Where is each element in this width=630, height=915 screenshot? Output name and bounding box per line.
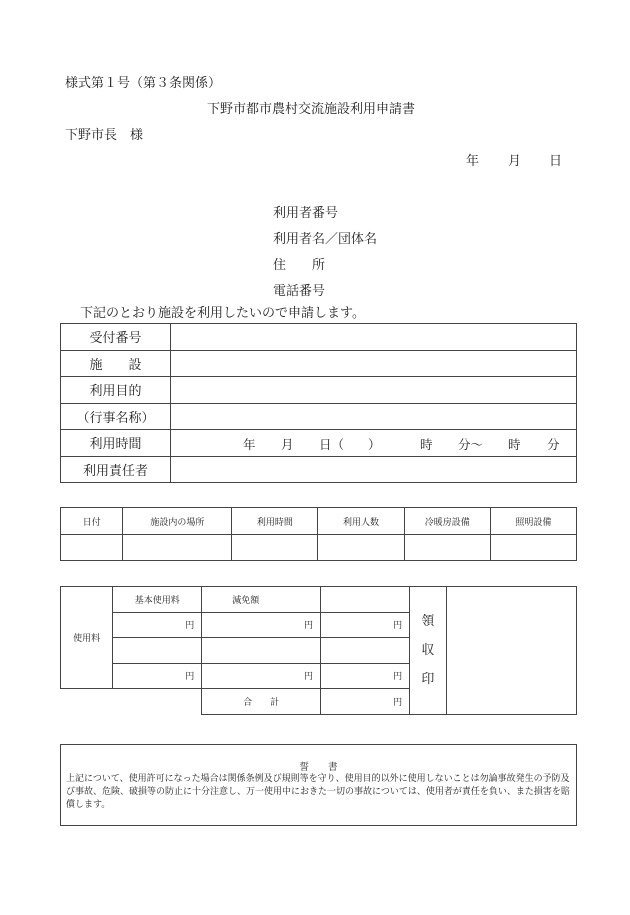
reception-number-field[interactable] bbox=[171, 324, 577, 351]
form-row bbox=[61, 377, 577, 404]
main-form-table bbox=[60, 323, 577, 483]
purpose-field[interactable] bbox=[171, 377, 577, 404]
usage-details-table bbox=[60, 507, 577, 561]
fee-blank-cell[interactable] bbox=[202, 638, 321, 664]
location-cell[interactable] bbox=[123, 535, 232, 561]
fee-empty-space bbox=[61, 689, 202, 715]
pledge-title: 誓 書 bbox=[299, 762, 338, 773]
time-month: 月 bbox=[281, 437, 294, 453]
fee-blank-header bbox=[321, 587, 410, 613]
table-header-row bbox=[61, 508, 577, 535]
pledge-body: 上記について、使用許可になった場合は関係条例及び規則等を守り、使用目的以外に使用しないことは勿論事故発生の予防及び事故、危険、破損等の防止に十分注意し、万一使用中におきた一切の事故については、使用者が責任を負い、また損害を賠償します。 bbox=[66, 774, 570, 810]
total-label: 合 計 bbox=[202, 689, 321, 715]
row-label-facility: 施 設 bbox=[61, 350, 171, 377]
date-year: 年 bbox=[466, 154, 480, 169]
usage-time-field[interactable] bbox=[171, 430, 577, 457]
pledge-box bbox=[60, 744, 577, 826]
time-hour-to: 時 bbox=[508, 437, 521, 453]
form-row bbox=[61, 403, 577, 430]
header-usage-time: 利用時間 bbox=[232, 508, 318, 535]
receipt-stamp-area[interactable] bbox=[446, 587, 576, 715]
air-conditioning-cell[interactable] bbox=[404, 535, 490, 561]
intro-text: 下記のとおり施設を利用したいので申請します。 bbox=[80, 306, 365, 321]
fee-row-label: 使用料 bbox=[61, 587, 113, 689]
time-hour-from: 時 bbox=[420, 437, 433, 453]
header-date: 日付 bbox=[61, 508, 123, 535]
time-minute-from: 分～ bbox=[458, 437, 484, 453]
receipt-label-cell bbox=[410, 587, 446, 715]
fee-blank-cell[interactable] bbox=[321, 638, 410, 664]
event-name-field[interactable] bbox=[171, 403, 577, 430]
form-row bbox=[61, 430, 577, 457]
subtotal-yen[interactable]: 円 bbox=[321, 612, 410, 638]
basic-fee-yen[interactable]: 円 bbox=[113, 612, 202, 638]
fee-blank-cell[interactable] bbox=[113, 638, 202, 664]
subtotal-yen-2[interactable]: 円 bbox=[321, 663, 410, 689]
receipt-char: 印 bbox=[421, 671, 435, 687]
row-label-event-name: （行事名称） bbox=[61, 403, 171, 430]
facility-field[interactable] bbox=[171, 350, 577, 377]
header-air-conditioning: 冷暖房設備 bbox=[404, 508, 490, 535]
time-paren-close: ） bbox=[368, 437, 381, 453]
form-row bbox=[61, 456, 577, 483]
receipt-char: 収 bbox=[421, 642, 435, 658]
row-label-reception-number: 受付番号 bbox=[61, 324, 171, 351]
basic-fee-yen-2[interactable]: 円 bbox=[113, 663, 202, 689]
time-day: 日（ bbox=[319, 437, 345, 453]
fee-table bbox=[60, 586, 577, 715]
table-row bbox=[61, 535, 577, 561]
addressee: 下野市長 様 bbox=[65, 128, 144, 143]
reduction-header: 減免額 bbox=[202, 587, 321, 613]
applicant-name-label: 利用者名／団体名 bbox=[273, 232, 378, 247]
attendees-cell[interactable] bbox=[318, 535, 404, 561]
time-minute-to: 分 bbox=[547, 437, 560, 453]
applicant-number-label: 利用者番号 bbox=[273, 206, 339, 221]
row-label-purpose: 利用目的 bbox=[61, 377, 171, 404]
reduction-yen-2[interactable]: 円 bbox=[202, 663, 321, 689]
total-yen[interactable]: 円 bbox=[321, 689, 410, 715]
row-label-usage-time: 利用時間 bbox=[61, 430, 171, 457]
date-month: 月 bbox=[508, 154, 522, 169]
reduction-yen[interactable]: 円 bbox=[202, 612, 321, 638]
form-title: 下野市都市農村交流施設利用申請書 bbox=[207, 102, 416, 117]
receipt-char: 領 bbox=[421, 613, 435, 629]
lighting-cell[interactable] bbox=[490, 535, 576, 561]
date-day: 日 bbox=[549, 154, 563, 169]
applicant-address-label: 住 所 bbox=[273, 258, 326, 273]
date-cell[interactable] bbox=[61, 535, 123, 561]
form-row bbox=[61, 350, 577, 377]
header-location: 施設内の場所 bbox=[123, 508, 232, 535]
applicant-phone-label: 電話番号 bbox=[273, 284, 326, 299]
row-label-responsible-person: 利用責任者 bbox=[61, 456, 171, 483]
responsible-person-field[interactable] bbox=[171, 456, 577, 483]
header-attendees: 利用人数 bbox=[318, 508, 404, 535]
header-lighting: 照明設備 bbox=[490, 508, 576, 535]
basic-fee-header: 基本使用料 bbox=[113, 587, 202, 613]
usage-time-cell[interactable] bbox=[232, 535, 318, 561]
form-row bbox=[61, 324, 577, 351]
time-year: 年 bbox=[243, 437, 256, 453]
form-number: 様式第１号（第３条関係） bbox=[65, 76, 222, 91]
